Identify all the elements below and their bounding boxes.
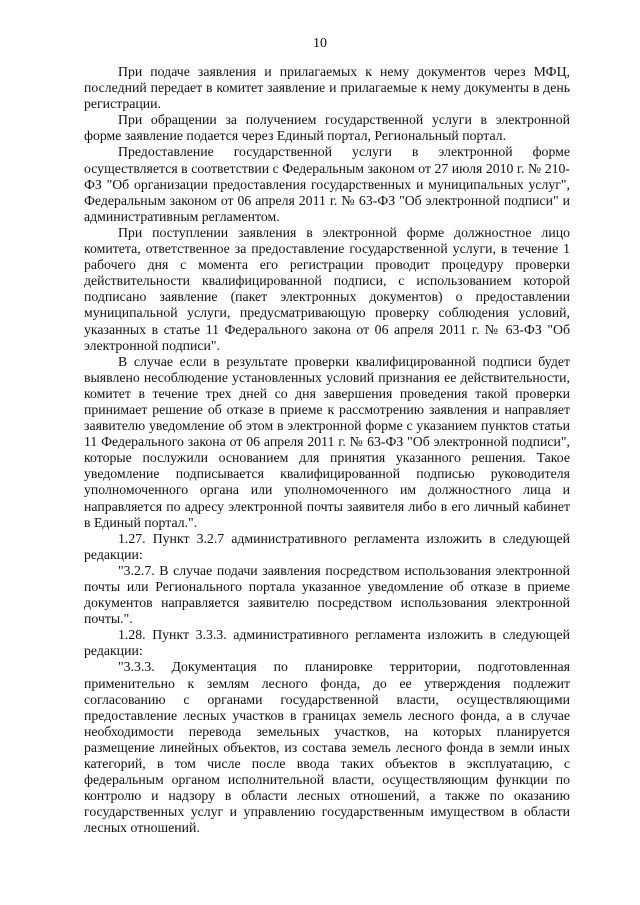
paragraph-clause-3-3-3: "3.3.3. Документация по планировке территории, подготовленная применительно к землям лесного фонда, до ее утверждения подлежит согласованию с органами государственной власти, осуществляющими предоставление лесных участков в границах земель лесного фонда, а в случае необходимости перевода земельных участков, на которых планируется размещение линейных объектов, из состава земель лесного фонда в земли иных категорий, в том числе после ввода таких объектов в эксплуатацию, с федеральным органом исполнительной власти, осуществляющим функции по контролю и надзору в области лесных отношений, а также по оказанию государственных услуг и управлению государственным имуществом в области лесных отношений. bbox=[84, 659, 570, 836]
paragraph-legal-basis: Предоставление государственной услуги в электронной форме осуществляется в соответствии с Федеральным законом от 27 июля 2010 г. № 210-ФЗ "Об организации предоставления государственных и муниципальных услуг", Федеральным законом от 06 апреля 2011 г. № 63-ФЗ "Об электронной подписи" и административным регламентом. bbox=[84, 144, 570, 224]
paragraph-signature-verification: При поступлении заявления в электронной форме должностное лицо комитета, ответственное за предоставление государственной услуги, в течение 1 рабочего дня с момента его регистрации проводит процедуру проверки действительности квалифицированной подписи, с использованием которой подписано заявление (пакет электронных документов) о предоставлении муниципальной услуги, предусматривающую проверку соблюдения условий, указанных в статье 11 Федерального закона от 06 апреля 2011 г. № 63-ФЗ "Об электронной подписи". bbox=[84, 224, 570, 353]
page-number: 10 bbox=[313, 36, 327, 51]
paragraph-item-1-27: 1.27. Пункт 3.2.7 административного регламента изложить в следующей редакции: bbox=[84, 530, 570, 562]
document-body bbox=[84, 64, 570, 837]
paragraph-item-1-28: 1.28. Пункт 3.3.3. административного регламента изложить в следующей редакции: bbox=[84, 627, 570, 659]
paragraph-verification-failure: В случае если в результате проверки квалифицированной подписи будет выявлено несоблюдение установленных условий признания ее действительности, комитет в течение трех дней со дня завершения проведения такой проверки принимает решение об отказе в приеме к рассмотрению заявления и направляет заявителю уведомление об этом в электронной форме с указанием пунктов статьи 11 Федерального закона от 06 апреля 2011 г. № 63-ФЗ "Об электронной подписи", которые послужили основанием для принятия указанного решения. Такое уведомление подписывается квалифицированной подписью руководителя уполномоченного органа или уполномоченного им должностного лица и направляется по адресу электронной почты заявителя либо в его личный кабинет в Единый портал.". bbox=[84, 353, 570, 530]
paragraph-clause-3-2-7: "3.2.7. В случае подачи заявления посредством использования электронной почты или Регионального портала указанное уведомление об отказе в приеме документов направляется заявителю посредством использования электронной почты.". bbox=[84, 562, 570, 627]
paragraph-mfc-submission: При подаче заявления и прилагаемых к нему документов через МФЦ, последний передает в комитет заявление и прилагаемые к нему документы в день регистрации. bbox=[84, 64, 570, 112]
paragraph-electronic-submission: При обращении за получением государственной услуги в электронной форме заявление подается через Единый портал, Региональный портал. bbox=[84, 112, 570, 144]
